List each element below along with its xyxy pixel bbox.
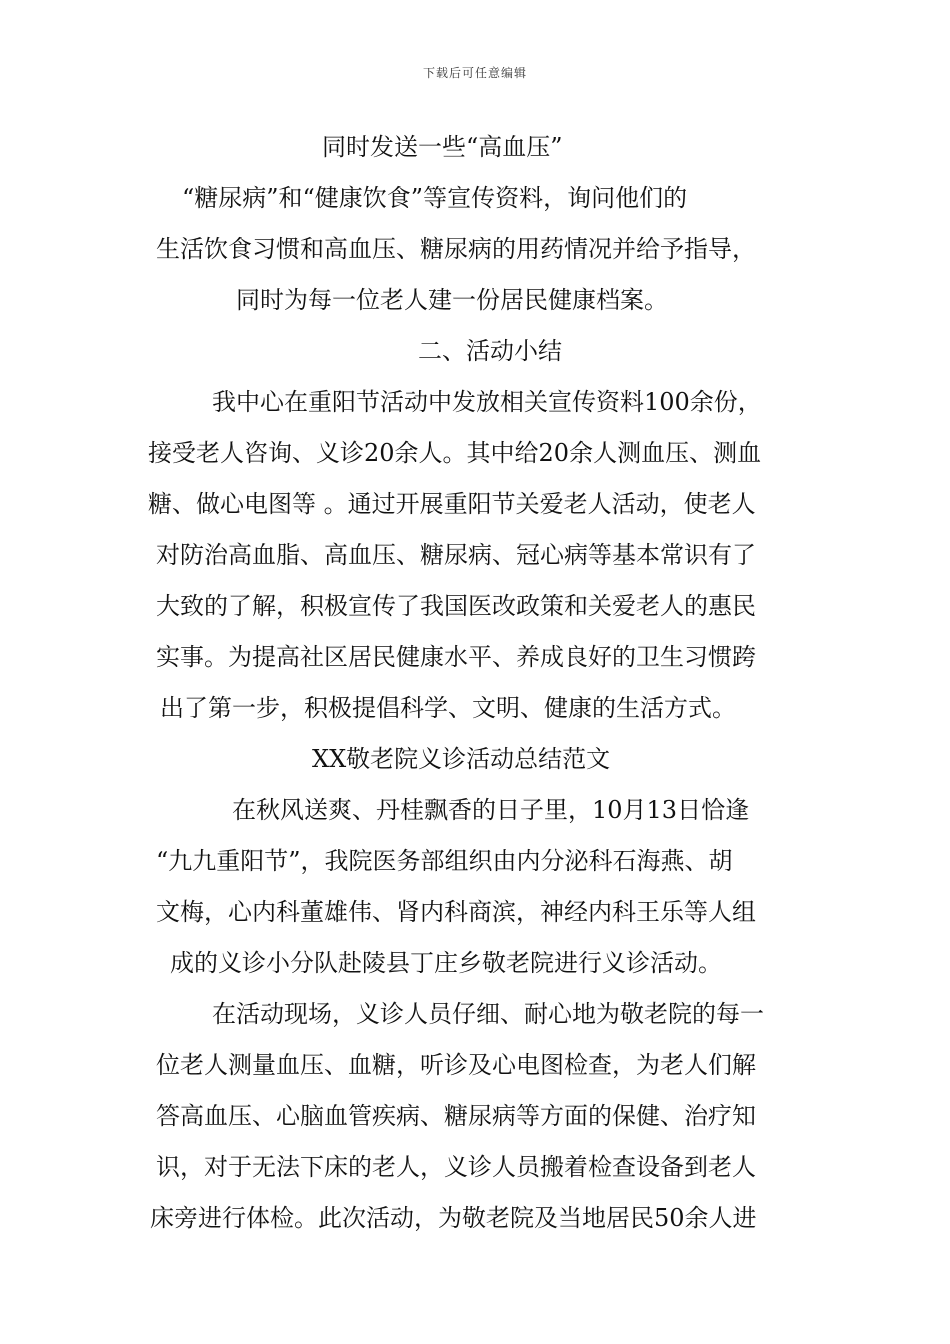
text-line: 接受老人咨询、义诊20余人。其中给20余人测血压、测血 <box>148 439 762 467</box>
text-line: “糖尿病”和“健康饮食”等宣传资料，询问他们的 <box>182 184 688 212</box>
text-line: 识，对于无法下床的老人，义诊人员搬着检查设备到老人 <box>156 1153 756 1181</box>
text-line: 文梅，心内科董雄伟、肾内科商滨，神经内科王乐等人组 <box>156 898 756 926</box>
text-line: 同时为每一位老人建一份居民健康档案。 <box>236 286 668 314</box>
text-line: 对防治高血脂、高血压、糖尿病、冠心病等基本常识有了 <box>156 541 756 569</box>
text-line: 答高血压、心脑血管疾病、糖尿病等方面的保健、治疗知 <box>156 1102 756 1130</box>
text-line: 位老人测量血压、血糖，听诊及心电图检查，为老人们解 <box>156 1051 756 1079</box>
text-line: 我中心在重阳节活动中发放相关宣传资料100余份， <box>212 388 762 416</box>
text-line: 实事。为提高社区居民健康水平、养成良好的卫生习惯跨 <box>156 643 756 671</box>
text-line: 成的义诊小分队赴陵县丁庄乡敬老院进行义诊活动。 <box>170 949 722 977</box>
page-header: 下载后可任意编辑 <box>422 66 527 80</box>
text-line: 在活动现场，义诊人员仔细、耐心地为敬老院的每一 <box>212 1000 764 1028</box>
text-line: 生活饮食习惯和高血压、糖尿病的用药情况并给予指导， <box>156 235 756 263</box>
text-line: “九九重阳节”，我院医务部组织由内分泌科石海燕、胡 <box>156 847 733 875</box>
text-line: 大致的了解，积极宣传了我国医改政策和关爱老人的惠民 <box>156 592 756 620</box>
text-line: 床旁进行体检。此次活动，为敬老院及当地居民50余人进 <box>150 1204 757 1232</box>
article-title: XX敬老院义诊活动总结范文 <box>312 745 611 773</box>
text-line: 出了第一步，积极提倡科学、文明、健康的生活方式。 <box>160 694 736 722</box>
text-line: 糖、做心电图等 。通过开展重阳节关爱老人活动，使老人 <box>148 490 756 518</box>
text-line: 在秋风送爽、丹桂飘香的日子里，10月13日恰逢 <box>232 796 750 824</box>
text-line: 同时发送一些“高血压” <box>322 133 563 161</box>
section-heading: 二、活动小结 <box>418 337 562 365</box>
